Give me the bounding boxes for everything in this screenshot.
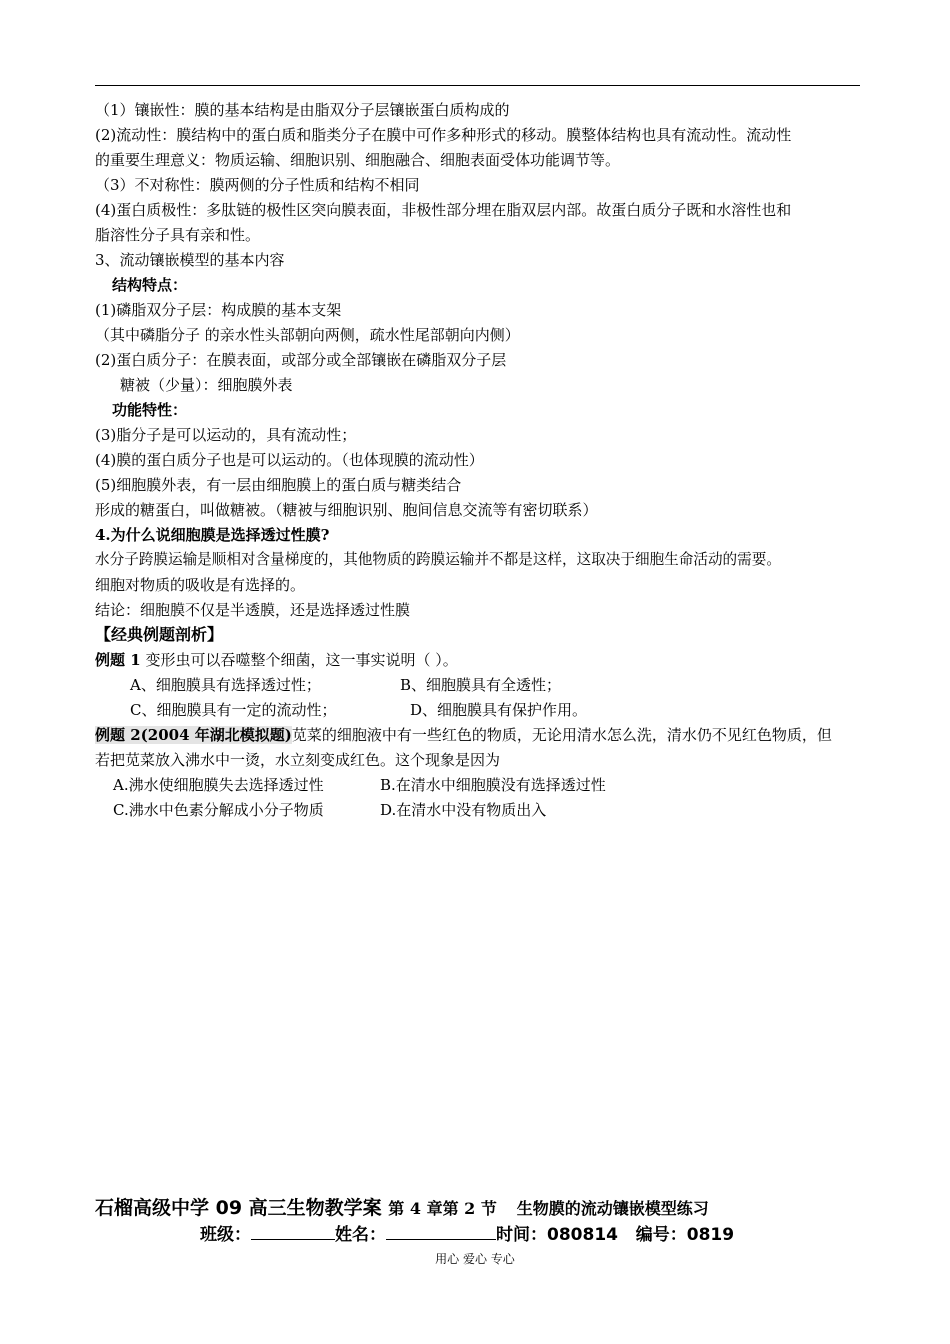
text-line: （3）不对称性：膜两侧的分子性质和结构不相同: [95, 176, 420, 194]
text-line: 的重要生理意义：物质运输、细胞识别、细胞融合、细胞表面受体功能调节等。: [95, 151, 621, 169]
text-line: (5)细胞膜外表，有一层由细胞膜上的蛋白质与糖类结合: [95, 476, 462, 494]
class-blank[interactable]: [251, 1223, 335, 1240]
example-2-label: 例题 2(2004 年湖北模拟题): [95, 726, 292, 744]
text-line: (2)流动性：膜结构中的蛋白质和脂类分子在膜中可作多种形式的移动。膜整体结构也具有流动性。流动性: [95, 126, 792, 144]
topic-label: 生物膜的流动镶嵌模型练习: [516, 1199, 709, 1218]
question-heading: 4.为什么说细胞膜是选择透过性膜?: [95, 526, 330, 544]
header-rule: [95, 85, 860, 86]
text-line: (3)脂分子是可以运动的，具有流动性；: [95, 426, 357, 444]
text-line: （1）镶嵌性：膜的基本结构是由脂双分子层镶嵌蛋白质构成的: [95, 101, 510, 119]
option-a: A、细胞膜具有选择透过性；: [130, 676, 321, 694]
option-b: B、细胞膜具有全透性；: [400, 676, 562, 694]
example-1: [95, 650, 458, 670]
option-b: B.在清水中细胞膜没有选择透过性: [380, 776, 606, 794]
text-line: （其中磷脂分子 的亲水性头部朝向两侧，疏水性尾部朝向内侧）: [95, 326, 520, 344]
option-a: A.沸水使细胞膜失去选择透过性: [113, 776, 324, 794]
examples-heading: 【经典例题剖析】: [95, 625, 224, 644]
option-c: C.沸水中色素分解成小分子物质: [113, 801, 324, 819]
time-label: 时间：080814: [496, 1225, 618, 1245]
example-1-question: 变形虫可以吞噬整个细菌，这一事实说明（ ）。: [140, 651, 458, 669]
name-label: 姓名：: [335, 1225, 386, 1245]
text-line: 糖被（少量）：细胞膜外表: [120, 376, 293, 394]
text-line: (4)蛋白质极性：多肽链的极性区突向膜表面，非极性部分埋在脂双层内部。故蛋白质分子既和水溶性也和: [95, 201, 792, 219]
option-d: D、细胞膜具有保护作用。: [410, 701, 588, 719]
chapter-label: 第 4 章第 2 节: [388, 1199, 497, 1218]
text-line: 形成的糖蛋白，叫做糖被。（糖被与细胞识别、胞间信息交流等有密切联系）: [95, 501, 598, 519]
number-label: 编号：0819: [635, 1225, 735, 1245]
school-name: 石榴高级中学 09 高三生物教学案: [95, 1197, 382, 1219]
footer-title: [95, 1193, 709, 1220]
text-line: (1)磷脂双分子层：构成膜的基本支架: [95, 301, 342, 319]
text-line: 细胞对物质的吸收是有选择的。: [95, 576, 306, 594]
section-heading: 3、流动镶嵌模型的基本内容: [95, 251, 285, 269]
subheading-structure: 结构特点：: [112, 276, 188, 294]
name-blank[interactable]: [386, 1223, 496, 1240]
footer-info: [200, 1220, 734, 1245]
subheading-function: 功能特性：: [112, 401, 188, 419]
option-d: D.在清水中没有物质出入: [380, 801, 547, 819]
class-label: 班级：: [200, 1225, 251, 1245]
footer-motto: 用心 爱心 专心: [435, 1252, 515, 1266]
example-2-question-cont: 若把苋菜放入沸水中一烫，水立刻变成红色。这个现象是因为: [95, 751, 501, 769]
conclusion-line: 结论：细胞膜不仅是半透膜，还是选择透过性膜: [95, 601, 411, 619]
example-2-question: 苋菜的细胞液中有一些红色的物质，无论用清水怎么洗，清水仍不见红色物质，但: [291, 726, 832, 744]
text-line: (4)膜的蛋白质分子也是可以运动的。（也体现膜的流动性）: [95, 451, 484, 469]
option-c: C、细胞膜具有一定的流动性；: [130, 701, 337, 719]
text-line: 脂溶性分子具有亲和性。: [95, 226, 261, 244]
example-1-label: 例题 1: [95, 651, 141, 669]
text-line: 水分子跨膜运输是顺相对含量梯度的，其他物质的跨膜运输并不都是这样，这取决于细胞生命活动的需要。: [95, 551, 781, 568]
text-line: (2)蛋白质分子：在膜表面，或部分或全部镶嵌在磷脂双分子层: [95, 351, 507, 369]
example-2: [95, 725, 832, 745]
